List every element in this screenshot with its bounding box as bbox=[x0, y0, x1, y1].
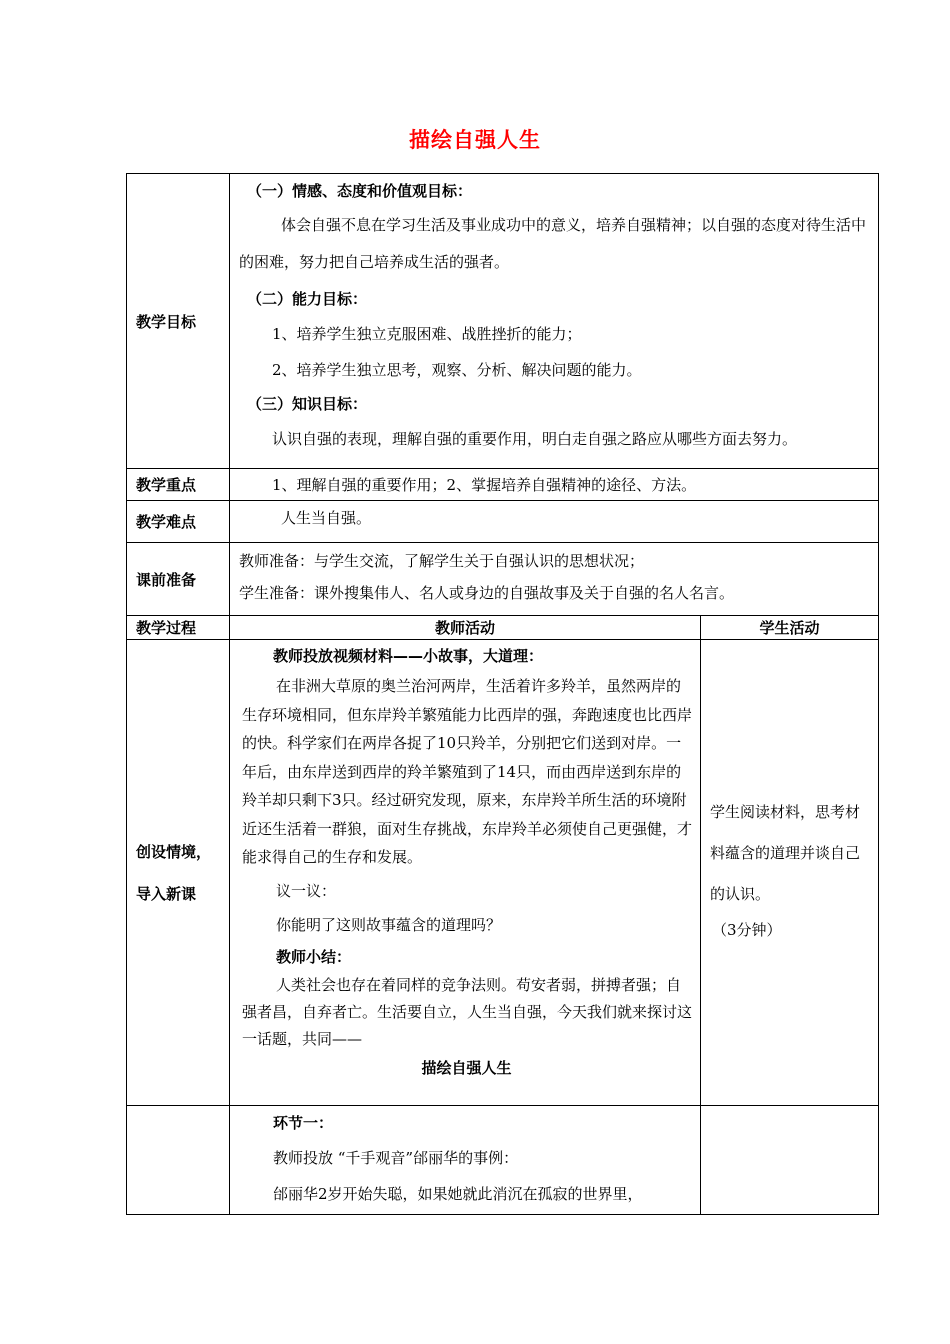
emotion-goal-text: 体会自强不息在学习生活及事业成功中的意义，培养自强精神；以自强的态度对待生活中的困难，努力把自己培养成生活的强者。 bbox=[239, 216, 867, 271]
key-points-row bbox=[127, 469, 879, 501]
difficulty-row bbox=[127, 501, 879, 543]
preparation-label: 课前准备 bbox=[127, 543, 230, 616]
knowledge-goal-heading: （三）知识目标： bbox=[247, 395, 368, 413]
process-label: 教学过程 bbox=[127, 616, 230, 640]
teacher-summary-text: 人类社会也存在着同样的竞争法则。苟安者弱，拼搏者强；自强者昌，自弃者亡。生活要自立，人生当自强，今天我们就来探讨这一话题，共同—— bbox=[242, 975, 693, 1048]
preparation-cell bbox=[230, 543, 879, 616]
key-points-label: 教学重点 bbox=[127, 469, 230, 501]
intro-label-line-1: 创设情境， bbox=[136, 842, 212, 861]
difficulty-cell bbox=[230, 501, 879, 543]
segment1-row bbox=[127, 1106, 879, 1215]
page-title: 描绘自强人生 bbox=[409, 128, 541, 152]
intro-row bbox=[127, 640, 879, 1106]
objectives-row bbox=[127, 174, 879, 469]
intro-label bbox=[127, 640, 230, 1106]
segment1-teacher-cell bbox=[230, 1106, 701, 1215]
antelope-story: 在非洲大草原的奥兰治河两岸，生活着许多羚羊，虽然两岸的生存环境相同，但东岸羚羊繁殖能力比西岸的强，奔跑速度也比西岸的快。科学家们在两岸各捉了10只羚羊，分别把它们送到对岸。一年后，由东岸送到西岸的羚羊繁殖到了14只，而由西岸送到东岸的羚羊却只剩下3只。经过研究发现，原来，东岸羚羊所生活的环境附近还生活着一群狼，面对生存挑战，东岸羚羊必须使自己更强健，才能求得自己的生存和发展。 bbox=[242, 677, 693, 866]
segment1-label-cell bbox=[127, 1106, 230, 1215]
emotion-goal-heading: （一）情感、态度和价值观目标： bbox=[247, 182, 473, 200]
segment1-heading: 环节一： bbox=[273, 1114, 334, 1132]
teacher-activity-header: 教师活动 bbox=[230, 616, 701, 640]
key-points-text: 1、理解自强的重要作用；2、掌握培养自强精神的途径、方法。 bbox=[272, 475, 697, 494]
teacher-preparation: 教师准备：与学生交流，了解学生关于自强认识的思想状况； bbox=[239, 552, 645, 570]
discuss-prompt: 议一议： bbox=[276, 881, 337, 900]
lesson-topic: 描绘自强人生 bbox=[421, 1058, 512, 1077]
student-activity-text: 学生阅读材料，思考材料蕴含的道理并谈自己的认识。 bbox=[710, 803, 861, 903]
intro-label-line-2: 导入新课 bbox=[136, 884, 197, 903]
segment1-story-start: 邰丽华2岁开始失聪，如果她就此消沉在孤寂的世界里， bbox=[273, 1185, 643, 1203]
intro-student-cell bbox=[701, 640, 879, 1106]
knowledge-goal-text: 认识自强的表现，理解自强的重要作用，明白走自强之路应从哪些方面去努力。 bbox=[272, 430, 798, 448]
teacher-summary-heading: 教师小结： bbox=[276, 947, 352, 966]
student-activity-time: （3分钟） bbox=[712, 921, 782, 939]
ability-goal-item-1: 1、培养学生独立克服困难、战胜挫折的能力； bbox=[272, 325, 582, 343]
objectives-label: 教学目标 bbox=[127, 174, 230, 469]
preparation-row bbox=[127, 543, 879, 616]
student-preparation: 学生准备：课外搜集伟人、名人或身边的自强故事及关于自强的名人名言。 bbox=[239, 584, 735, 602]
ability-goal-item-2: 2、培养学生独立思考，观察、分析、解决问题的能力。 bbox=[272, 361, 642, 379]
discuss-question: 你能明了这则故事蕴含的道理吗？ bbox=[276, 915, 502, 934]
segment1-student-cell bbox=[701, 1106, 879, 1215]
segment1-example: 教师投放 “千手观音”邰丽华的事例： bbox=[273, 1149, 519, 1167]
intro-teacher-cell bbox=[230, 640, 701, 1106]
process-header-row bbox=[127, 616, 879, 640]
lesson-plan-table bbox=[126, 173, 879, 1215]
video-material-heading: 教师投放视频材料——小故事，大道理： bbox=[273, 647, 544, 665]
ability-goal-heading: （二）能力目标： bbox=[247, 290, 368, 308]
objectives-cell bbox=[230, 174, 879, 469]
student-activity-header: 学生活动 bbox=[701, 616, 879, 640]
difficulty-text: 人生当自强。 bbox=[281, 509, 372, 527]
key-points-cell bbox=[230, 469, 879, 501]
difficulty-label: 教学难点 bbox=[127, 501, 230, 543]
